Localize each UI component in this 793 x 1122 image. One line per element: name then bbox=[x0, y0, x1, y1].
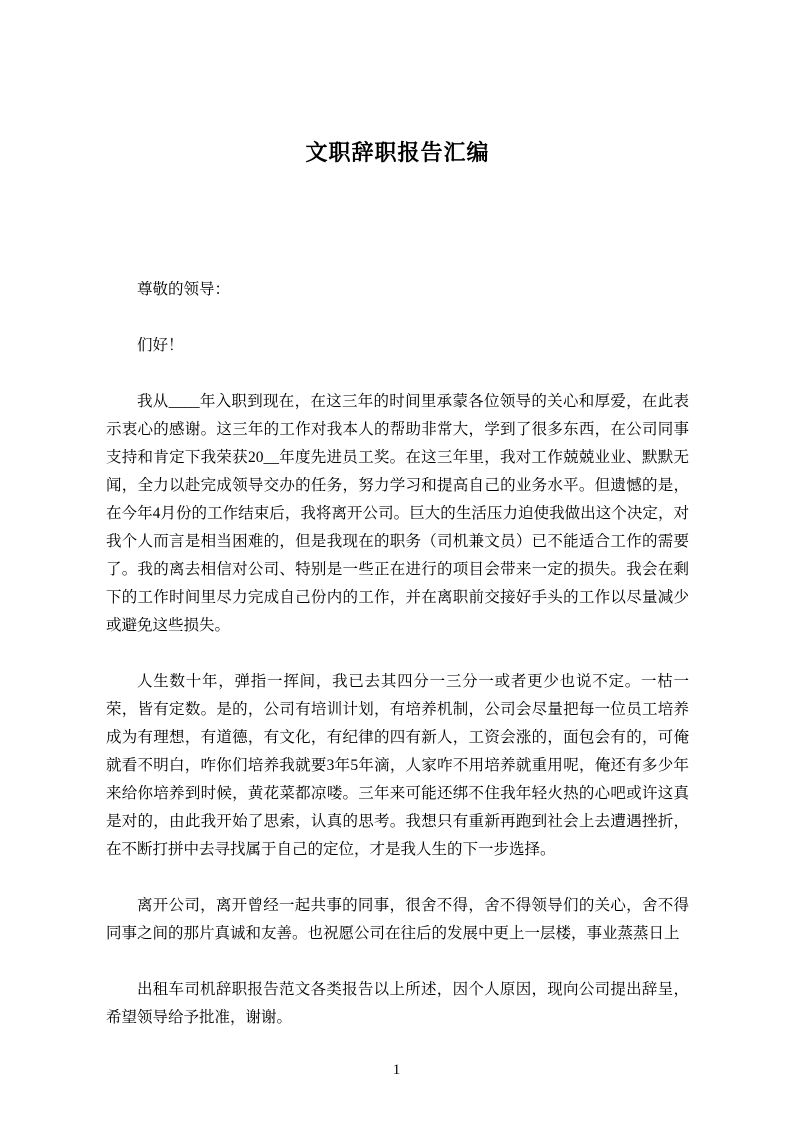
paragraph: 我从____年入职到现在，在这三年的时间里承蒙各位领导的关心和厚爱，在此表示衷心的感谢。这三年的工作对我本人的帮助非常大，学到了很多东西，在公司同事支持和肯定下我荣获20__年度先进员工奖。在这三年里，我对工作兢兢业业、默默无闻，全力以赴完成领导交办的任务，努力学习和提高自己的业务水平。但遗憾的是，在今年4月份的工作结束后，我将离开公司。巨大的生活压力迫使我做出这个决定，对我个人而言是相当困难的，但是我现在的职务（司机兼文员）已不能适合工作的需要了。我的离去相信对公司、特别是一些正在进行的项目会带来一定的损失。我会在剩下的工作时间里尽力完成自己份内的工作，并在离职前交接好手头的工作以尽量减少或避免这些损失。 bbox=[106, 393, 689, 634]
document-title: 文职辞职报告汇编 bbox=[305, 140, 490, 165]
paragraph: 出租车司机辞职报告范文各类报告以上所述，因个人原因，现向公司提出辞呈，希望领导给予批准，谢谢。 bbox=[106, 981, 689, 1026]
paragraph: 离开公司，离开曾经一起共事的同事，很舍不得，舍不得领导们的关心，舍不得同事之间的那片真诚和友善。也祝愿公司在往后的发展中更上一层楼，事业蒸蒸日上 bbox=[106, 897, 689, 942]
salutation-line: 尊敬的领导： bbox=[137, 281, 231, 298]
greeting-line: 们好！ bbox=[137, 337, 184, 354]
paragraph: 人生数十年，弹指一挥间，我已去其四分一三分一或者更少也说不定。一枯一荣，皆有定数。是的，公司有培训计划，有培养机制，公司会尽量把每一位员工培养成为有理想，有道德，有文化，有纪律的四有新人，工资会涨的，面包会有的，可俺就看不明白，咋你们培养我就要3年5年滴，人家咋不用培养就重用呢，俺还有多少年来给你培养到时候，黄花菜都凉喽。三年来可能还绑不住我年轻火热的心吧或许这真是对的，由此我开始了思索，认真的思考。我想只有重新再跑到社会上去遭遇挫折，在不断打拼中去寻找属于自己的定位，才是我人生的下一步选择。 bbox=[106, 673, 689, 858]
page-number: 1 bbox=[392, 1062, 401, 1078]
